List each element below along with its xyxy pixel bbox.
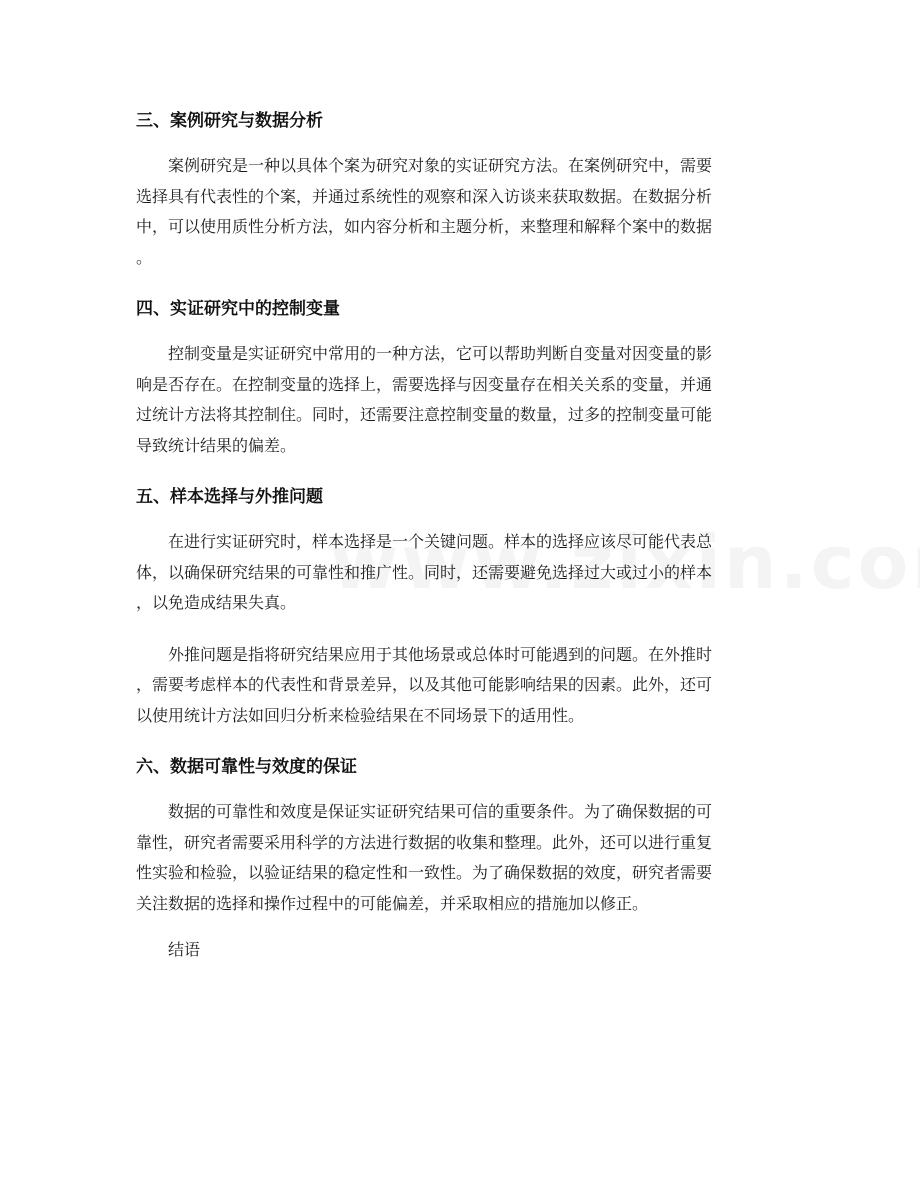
text-line: 数据的可靠性和效度是保证实证研究结果可信的重要条件。为了确保数据的可 bbox=[168, 802, 713, 821]
paragraph-control-variables bbox=[136, 339, 784, 461]
section-heading-case-study: 三、案例研究与数据分析 bbox=[136, 111, 323, 131]
paragraph-case-study bbox=[136, 151, 784, 273]
text-line: 在进行实证研究时，样本选择是一个关键问题。样本的选择应该尽可能代表总 bbox=[168, 532, 713, 551]
closing-heading: 结语 bbox=[168, 940, 201, 959]
document-page bbox=[136, 104, 784, 966]
text-line: ，以免造成结果失真。 bbox=[136, 593, 297, 612]
text-line: 体，以确保研究结果的可靠性和推广性。同时，还需要避免选择过大或过小的样本 bbox=[136, 562, 713, 582]
paragraph-data-reliability bbox=[136, 797, 784, 919]
text-line: 过统计方法将其控制住。同时，还需要注意控制变量的数量，过多的控制变量可能 bbox=[136, 405, 713, 424]
text-line: 靠性，研究者需要采用科学的方法进行数据的收集和整理。此外，还可以进行重复 bbox=[136, 832, 713, 852]
text-line: 外推问题是指将研究结果应用于其他场景或总体时可能遇到的问题。在外推时 bbox=[168, 644, 713, 664]
text-line: 关注数据的选择和操作过程中的可能偏差，并采取相应的措施加以修正。 bbox=[136, 893, 649, 913]
text-line: 导致统计结果的偏差。 bbox=[136, 435, 297, 455]
text-line: 控制变量是实证研究中常用的一种方法，它可以帮助判断自变量对因变量的影 bbox=[168, 344, 713, 363]
text-line: 响是否存在。在控制变量的选择上，需要选择与因变量存在相关关系的变量，并通 bbox=[136, 374, 713, 394]
text-line: 中，可以使用质性分析方法，如内容分析和主题分析，来整理和解释个案中的数据 bbox=[136, 217, 713, 236]
text-line: ，需要考虑样本的代表性和背景差异，以及其他可能影响结果的因素。此外，还可 bbox=[136, 675, 713, 694]
paragraph-sample-selection bbox=[136, 527, 784, 619]
text-line: 以使用统计方法如回归分析来检验结果在不同场景下的适用性。 bbox=[136, 705, 585, 725]
text-line: 选择具有代表性的个案，并通过系统性的观察和深入访谈来获取数据。在数据分析 bbox=[136, 186, 713, 206]
section-heading-control-variables: 四、实证研究中的控制变量 bbox=[136, 299, 340, 319]
section-heading-sample-selection: 五、样本选择与外推问题 bbox=[136, 487, 323, 507]
section-heading-data-reliability: 六、数据可靠性与效度的保证 bbox=[136, 757, 357, 777]
text-line: 。 bbox=[136, 247, 153, 267]
text-line: 案例研究是一种以具体个案为研究对象的实证研究方法。在案例研究中，需要 bbox=[168, 156, 713, 175]
text-line: 性实验和检验，以验证结果的稳定性和一致性。为了确保数据的效度，研究者需要 bbox=[136, 863, 713, 882]
paragraph-extrapolation bbox=[136, 640, 784, 732]
